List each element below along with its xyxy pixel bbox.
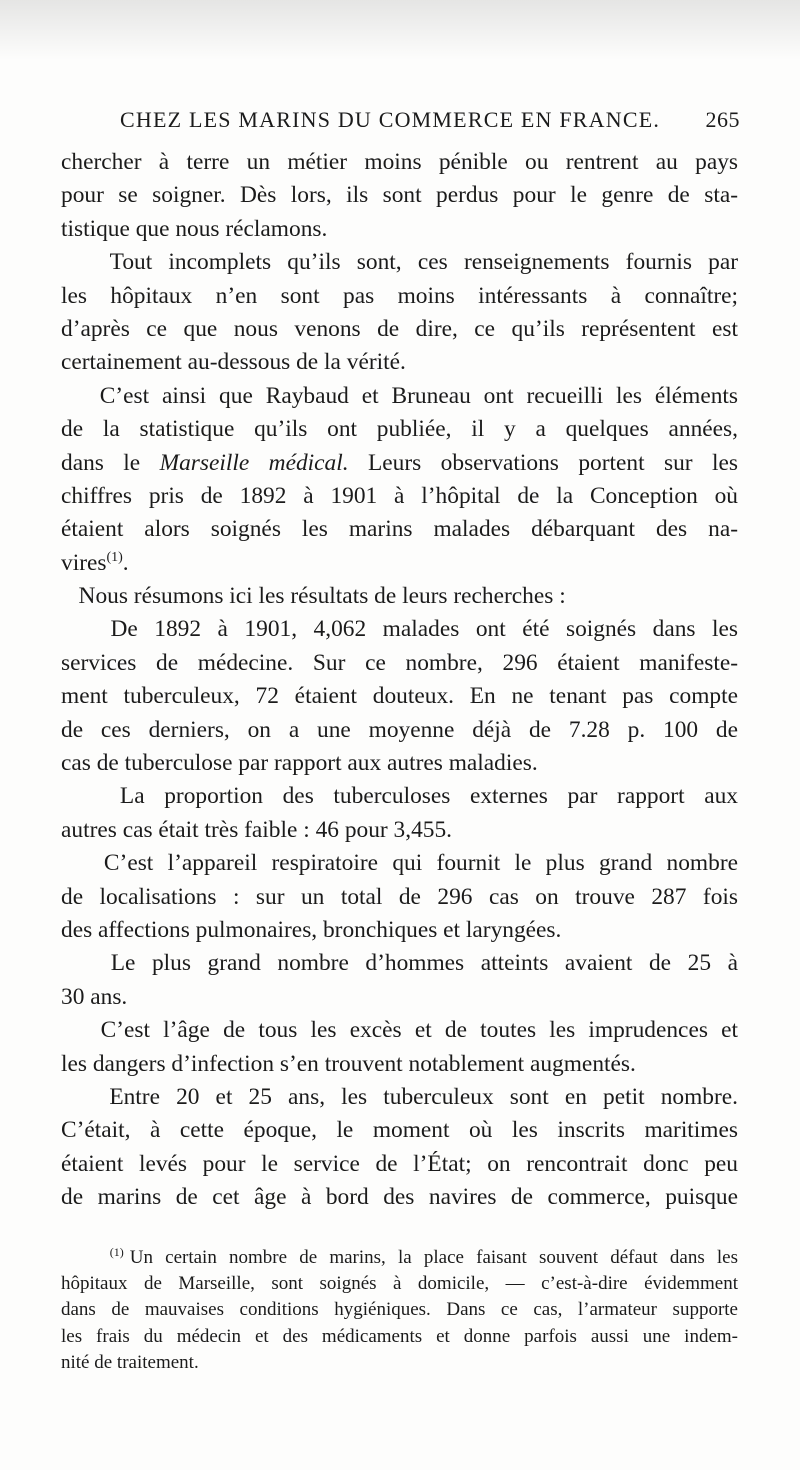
paragraph-start-line: Entre 20 et 25 ans, les tuberculeux sont en petit nombre. bbox=[109, 1083, 739, 1110]
text-line: 30 ans. bbox=[61, 983, 128, 1010]
paragraph-start-line: Tout incomplets qu’ils sont, ces renseignements fournis par bbox=[109, 249, 739, 276]
text-line: chercher à terre un métier moins pénible ou rentrent au pays bbox=[61, 149, 738, 175]
text-line: tistique que nous réclamons. bbox=[61, 215, 328, 242]
footnote-line: hôpitaux de Marseille, sont soignés à domicile, — c’est-à-dire évidemment bbox=[61, 1273, 738, 1295]
text-line: d’après ce que nous venons de dire, ce qu’ils représentent est bbox=[61, 315, 738, 342]
paragraph-start-line: De 1892 à 1901, 4,062 malades ont été soignés dans les bbox=[110, 616, 738, 643]
paragraph-start-line: Nous résumons ici les résultats de leurs recherches : bbox=[78, 583, 566, 610]
text-line: ment tuberculeux, 72 étaient douteux. En ne tenant pas compte bbox=[61, 683, 738, 710]
running-header bbox=[120, 104, 740, 136]
footnote-line: $^{(1)}$ Un certain nombre de marins, la place faisant souvent défaut dans les bbox=[109, 1244, 739, 1268]
text-line: dans le Marseille médical. Leurs observations portent sur les bbox=[61, 449, 738, 476]
page-number: 265 bbox=[705, 107, 740, 132]
text-line: vires$^{(1)}$. bbox=[61, 549, 129, 576]
footnote-line: dans de mauvaises conditions hygiéniques. Dans ce cas, l’armateur supporte bbox=[61, 1299, 738, 1321]
text-line: cas de tuberculose par rapport aux autres maladies. bbox=[61, 750, 538, 777]
footnote-reference: (1) bbox=[106, 549, 123, 565]
text-line: de marins de cet âge à bord des navires de commerce, puisque bbox=[61, 1184, 738, 1211]
text-line: étaient alors soignés les marins malades débarquant des na- bbox=[61, 516, 738, 543]
text-line: services de médecine. Sur ce nombre, 296 étaient manifeste- bbox=[61, 649, 738, 676]
text-line: autres cas était très faible : 46 pour 3,455. bbox=[61, 816, 453, 843]
text-line: pour se soigner. Dès lors, ils sont perdus pour le genre de sta- bbox=[61, 182, 738, 209]
text-line: de localisations : sur un total de 296 cas on trouve 287 fois bbox=[61, 883, 738, 910]
text-line: des affections pulmonaires, bronchiques et laryngées. bbox=[61, 916, 562, 943]
text-line: étaient levés pour le service de l’État; on rencontrait donc peu bbox=[61, 1150, 738, 1177]
running-title: CHEZ LES MARINS DU COMMERCE EN FRANCE. bbox=[120, 107, 661, 132]
text-line: de la statistique qu’ils ont publiée, il y a quelques années, bbox=[61, 416, 738, 443]
paragraph-start-line: La proportion des tuberculoses externes par rapport aux bbox=[119, 783, 739, 810]
footnote-line: nité de traitement. bbox=[61, 1351, 199, 1373]
text-line: C’était, à cette époque, le moment où les inscrits maritimes bbox=[61, 1117, 738, 1144]
paragraph-start-line: C’est l’appareil respiratoire qui fournit le plus grand nombre bbox=[103, 850, 738, 877]
footnote bbox=[61, 1245, 738, 1376]
paragraph-start-line: C’est ainsi que Raybaud et Bruneau ont recueilli les éléments bbox=[99, 382, 739, 409]
paragraph-start-line: C’est l’âge de tous les excès et de toutes les imprudences et bbox=[100, 1017, 738, 1044]
footnote-mark: (1) bbox=[109, 1244, 124, 1259]
text-line: certainement au-dessous de la vérité. bbox=[61, 349, 406, 376]
text-line: les hôpitaux n’en sont pas moins intéressants à connaître; bbox=[61, 282, 738, 309]
paragraph-start-line: Le plus grand nombre d’hommes atteints avaient de 25 à bbox=[110, 950, 738, 977]
footnote-line: les frais du médecin et des médicaments et donne parfois aussi une indem- bbox=[61, 1325, 738, 1347]
text-line: de ces derniers, on a une moyenne déjà de 7.28 p. 100 de bbox=[61, 716, 738, 743]
text-line: chiffres pris de 1892 à 1901 à l’hôpital de la Conception où bbox=[61, 482, 738, 509]
journal-title: Marseille médical. bbox=[159, 449, 349, 476]
scan-shadow bbox=[0, 0, 800, 60]
body-text bbox=[61, 146, 738, 1215]
text-line: les dangers d’infection s’en trouvent notablement augmentés. bbox=[61, 1050, 636, 1077]
